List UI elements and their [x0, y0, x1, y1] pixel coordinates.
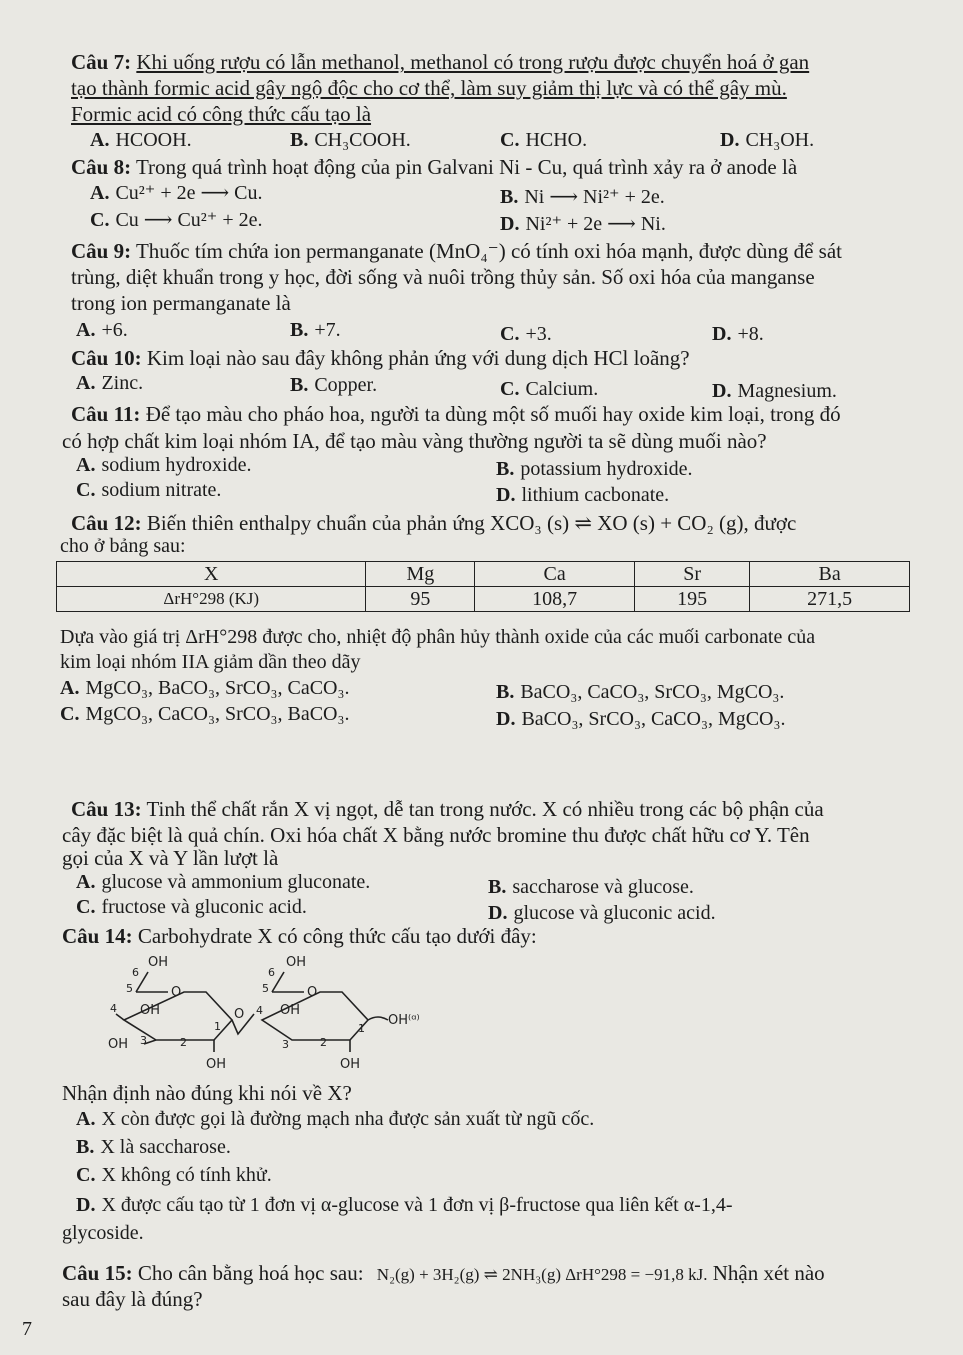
- q7-text-1: Khi uống rượu có lẫn methanol, methanol có trong rượu được chuyển hoá ở gan: [136, 50, 810, 74]
- fig-label: O: [234, 1007, 245, 1022]
- q8-option-d[interactable]: D. Ni²⁺ + 2e ⟶ Ni.: [500, 213, 666, 235]
- q13-text-3: gọi của X và Y lần lượt là: [62, 846, 279, 870]
- q14-option-d[interactable]: D. X được cấu tạo từ 1 đơn vị α-glucose và 1 đơn vị β-fructose qua liên kết α-1,4-: [76, 1194, 733, 1216]
- q13-option-c[interactable]: C. fructose và gluconic acid.: [76, 896, 307, 918]
- q13-line-1: Câu 13: Tinh thể chất rắn X vị ngọt, dễ tan trong nước. X có nhiều trong các bộ phận của: [71, 797, 824, 821]
- fig-label: OH: [286, 955, 307, 970]
- fig-label: O: [307, 985, 318, 1000]
- q7-option-a[interactable]: A. HCOOH.: [90, 129, 192, 151]
- fig-label: 5: [262, 982, 269, 995]
- q9-option-d[interactable]: D. +8.: [712, 323, 764, 345]
- q15-equation: N₂(g) + 3H₂(g) ⇌ 2NH₃(g) ΔrH°298 = −91,8 kJ.: [376, 1265, 708, 1284]
- q14-line-1: Câu 14: Carbohydrate X có công thức cấu tạo dưới đây:: [62, 924, 537, 948]
- q12-text-2: cho ở bảng sau:: [60, 535, 186, 557]
- q15-line-1: Câu 15: Cho cân bằng hoá học sau: N₂(g) + 3H₂(g) ⇌ 2NH₃(g) ΔrH°298 = −91,8 kJ. Nhận xét nào: [62, 1261, 825, 1285]
- fig-label: 3: [282, 1038, 289, 1051]
- q12-option-a[interactable]: A. MgCO₃, BaCO₃, SrCO₃, CaCO₃.: [60, 677, 350, 699]
- q13-option-b[interactable]: B. saccharose và glucose.: [488, 876, 694, 898]
- q15-label: Câu 15:: [62, 1261, 133, 1285]
- q10-label: Câu 10:: [71, 346, 142, 370]
- fig-label: 1: [214, 1020, 221, 1033]
- q9-option-a[interactable]: A. +6.: [76, 319, 128, 341]
- q9-option-b[interactable]: B. +7.: [290, 319, 341, 341]
- q11-text-2: có hợp chất kim loại nhóm IA, để tạo màu vàng thường người ta sẽ dùng muối nào?: [62, 429, 767, 453]
- q7-text-2: tạo thành formic acid gây ngộ độc cho cơ thể, làm suy giảm thị lực và có thể gây mù.: [71, 76, 787, 100]
- fig-label: OH: [206, 1057, 227, 1072]
- q9-option-c[interactable]: C. +3.: [500, 323, 552, 345]
- fig-label: 6: [268, 966, 275, 979]
- q12-option-c[interactable]: C. MgCO₃, CaCO₃, SrCO₃, BaCO₃.: [60, 703, 350, 725]
- table-cell: Mg: [366, 562, 475, 587]
- q14-option-a[interactable]: A. X còn được gọi là đường mạch nha được sản xuất từ ngũ cốc.: [76, 1108, 595, 1130]
- q14-option-d-continued: glycoside.: [62, 1222, 144, 1244]
- table-cell: Sr: [634, 562, 749, 587]
- q13-option-d[interactable]: D. glucose và gluconic acid.: [488, 902, 716, 924]
- q15-text-2: sau đây là đúng?: [62, 1287, 203, 1311]
- q7-text-3: Formic acid có công thức cấu tạo là: [71, 102, 372, 126]
- anomeric-wavy-bond: [368, 1017, 388, 1020]
- fig-label: OH: [140, 1003, 161, 1018]
- q7-option-c[interactable]: C. HCHO.: [500, 129, 588, 151]
- q12-text-3: Dựa vào giá trị ΔrH°298 được cho, nhiệt độ phân hủy thành oxide của các muối carbonate của: [60, 626, 816, 648]
- q13-label: Câu 13:: [71, 797, 142, 821]
- q11-option-b[interactable]: B. potassium hydroxide.: [496, 458, 693, 480]
- q11-option-c[interactable]: C. sodium nitrate.: [76, 479, 222, 501]
- q12-option-b[interactable]: B. BaCO₃, CaCO₃, SrCO₃, MgCO₃.: [496, 681, 785, 703]
- q14-option-b[interactable]: B. X là saccharose.: [76, 1136, 231, 1158]
- q7-line-1: [71, 49, 809, 75]
- q13-text-2: cây đặc biệt là quả chín. Oxi hóa chất X bằng nước bromine thu được chất hữu cơ Y. Tên: [62, 823, 810, 847]
- q9-line-1: Câu 9: Thuốc tím chứa ion permanganate (MnO₄⁻) có tính oxi hóa mạnh, được dùng để sát: [71, 239, 842, 263]
- table-cell: 108,7: [475, 587, 635, 612]
- fig-label: 5: [126, 982, 133, 995]
- q13-option-a[interactable]: A. glucose và ammonium gluconate.: [76, 871, 371, 893]
- table-row: [57, 562, 910, 587]
- table-cell: ΔrH°298 (KJ): [57, 587, 366, 612]
- q7-option-b[interactable]: B. CH₃COOH.: [290, 129, 411, 151]
- q7-label: Câu 7:: [71, 50, 132, 74]
- fig-label: OH⁽ᵅ⁾: [388, 1013, 420, 1028]
- fig-label: OH: [340, 1057, 361, 1072]
- q8-label: Câu 8:: [71, 155, 132, 179]
- q10-line-1: Câu 10: Kim loại nào sau đây không phản ứng với dung dịch HCl loãng?: [71, 346, 690, 370]
- fig-label: 2: [180, 1036, 187, 1049]
- table-cell: Ca: [475, 562, 635, 587]
- enthalpy-table: [56, 561, 910, 612]
- q14-text-2: Nhận định nào đúng khi nói về X?: [62, 1081, 352, 1105]
- page-number: 7: [22, 1318, 32, 1340]
- fig-label: O: [171, 985, 182, 1000]
- fig-label: 4: [110, 1002, 117, 1015]
- table-cell: 195: [634, 587, 749, 612]
- q9-label: Câu 9:: [71, 239, 132, 263]
- q8-option-a[interactable]: A. Cu²⁺ + 2e ⟶ Cu.: [90, 182, 263, 204]
- q8-option-b[interactable]: B. Ni ⟶ Ni²⁺ + 2e.: [500, 186, 665, 208]
- fig-label: 6: [132, 966, 139, 979]
- q9-text-3: trong ion permanganate là: [71, 291, 291, 315]
- fig-label: 2: [320, 1036, 327, 1049]
- q10-option-a[interactable]: A. Zinc.: [76, 372, 144, 394]
- q12-option-d[interactable]: D. BaCO₃, SrCO₃, CaCO₃, MgCO₃.: [496, 708, 786, 730]
- q11-option-d[interactable]: D. lithium cacbonate.: [496, 484, 670, 506]
- q11-option-a[interactable]: A. sodium hydroxide.: [76, 454, 252, 476]
- fig-label: 1: [358, 1022, 365, 1035]
- disaccharide-structure: [96, 948, 456, 1072]
- q14-label: Câu 14:: [62, 924, 133, 948]
- q12-label: Câu 12:: [71, 511, 142, 535]
- table-cell: 271,5: [750, 587, 910, 612]
- table-cell: 95: [366, 587, 475, 612]
- fig-label: OH: [280, 1003, 301, 1018]
- q12-text-4: kim loại nhóm IIA giảm dần theo dãy: [60, 651, 361, 673]
- q10-option-b[interactable]: B. Copper.: [290, 374, 378, 396]
- q9-text-2: trùng, diệt khuẩn trong y học, đời sống và nuôi trồng thủy sản. Số oxi hóa của manganse: [71, 265, 815, 289]
- q14-option-c[interactable]: C. X không có tính khử.: [76, 1164, 272, 1186]
- fig-label: OH: [108, 1037, 129, 1052]
- c4-bond-1: [116, 1014, 124, 1020]
- q12-line-1: Câu 12: Biến thiên enthalpy chuẩn của phản ứng XCO₃ (s) ⇌ XO (s) + CO₂ (g), được: [71, 511, 797, 535]
- q8-option-c[interactable]: C. Cu ⟶ Cu²⁺ + 2e.: [90, 209, 263, 231]
- fig-label: 3: [140, 1034, 147, 1047]
- q11-line-1: Câu 11: Để tạo màu cho pháo hoa, người ta dùng một số muối hay oxide kim loại, trong đó: [71, 402, 841, 426]
- table-cell: Ba: [750, 562, 910, 587]
- table-row: [57, 587, 910, 612]
- fig-label: 4: [256, 1004, 263, 1017]
- q8-line-1: Câu 8: Trong quá trình hoạt động của pin Galvani Ni - Cu, quá trình xảy ra ở anode là: [71, 155, 798, 179]
- q10-option-d[interactable]: D. Magnesium.: [712, 380, 837, 402]
- q11-label: Câu 11:: [71, 402, 141, 426]
- q7-option-d[interactable]: D. CH₃OH.: [720, 129, 815, 151]
- fig-label: OH: [148, 955, 169, 970]
- table-cell: X: [57, 562, 366, 587]
- q10-option-c[interactable]: C. Calcium.: [500, 378, 599, 400]
